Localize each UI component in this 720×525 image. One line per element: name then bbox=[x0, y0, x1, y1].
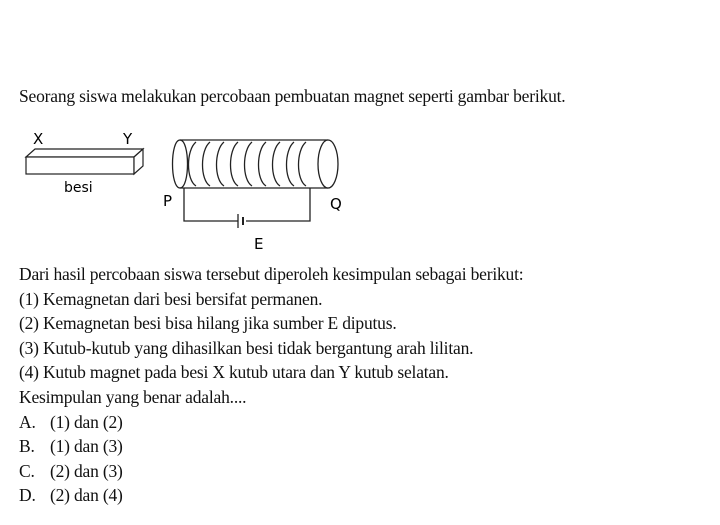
option-c-text: (2) dan (3) bbox=[50, 460, 123, 481]
circuit-wire bbox=[184, 188, 310, 221]
battery-symbol bbox=[238, 214, 243, 228]
option-b-letter: B. bbox=[19, 436, 35, 457]
label-e: E bbox=[254, 235, 264, 253]
statement-3: (3) Kutub-kutub yang dihasilkan besi tidak bergantung arah lilitan. bbox=[19, 337, 474, 358]
statement-4: (4) Kutub magnet pada besi X kutub utara dan Y kutub selatan. bbox=[19, 362, 449, 383]
statement-2: (2) Kemagnetan besi bisa hilang jika sumber E diputus. bbox=[19, 313, 397, 334]
option-a[interactable] bbox=[19, 410, 523, 435]
statement-1: (1) Kemagnetan dari besi bersifat permanen. bbox=[19, 288, 323, 309]
label-p: P bbox=[163, 192, 173, 210]
option-d-text: (2) dan (4) bbox=[50, 485, 123, 506]
label-x: X bbox=[33, 130, 44, 148]
option-d-letter: D. bbox=[19, 485, 36, 506]
bar-label: besi bbox=[64, 180, 93, 196]
statement-lead: Dari hasil percobaan siswa tersebut diperoleh kesimpulan sebagai berikut: bbox=[19, 264, 524, 284]
option-c[interactable] bbox=[19, 459, 523, 484]
option-d[interactable] bbox=[19, 483, 523, 508]
option-b[interactable] bbox=[19, 434, 523, 459]
question-body bbox=[19, 262, 523, 508]
solenoid bbox=[173, 140, 339, 188]
option-a-text: (1) dan (2) bbox=[50, 411, 123, 432]
coil-windings bbox=[189, 142, 307, 186]
label-q: Q bbox=[330, 195, 342, 213]
question-prompt: Kesimpulan yang benar adalah.... bbox=[19, 386, 247, 407]
question-intro: Seorang siswa melakukan percobaan pembuatan magnet seperti gambar berikut. bbox=[19, 86, 566, 106]
magnet-experiment-diagram bbox=[0, 0, 720, 260]
iron-bar bbox=[26, 149, 143, 174]
label-y: Y bbox=[123, 130, 133, 148]
option-c-letter: C. bbox=[19, 460, 35, 481]
option-b-text: (1) dan (3) bbox=[50, 436, 123, 457]
option-a-letter: A. bbox=[19, 411, 36, 432]
